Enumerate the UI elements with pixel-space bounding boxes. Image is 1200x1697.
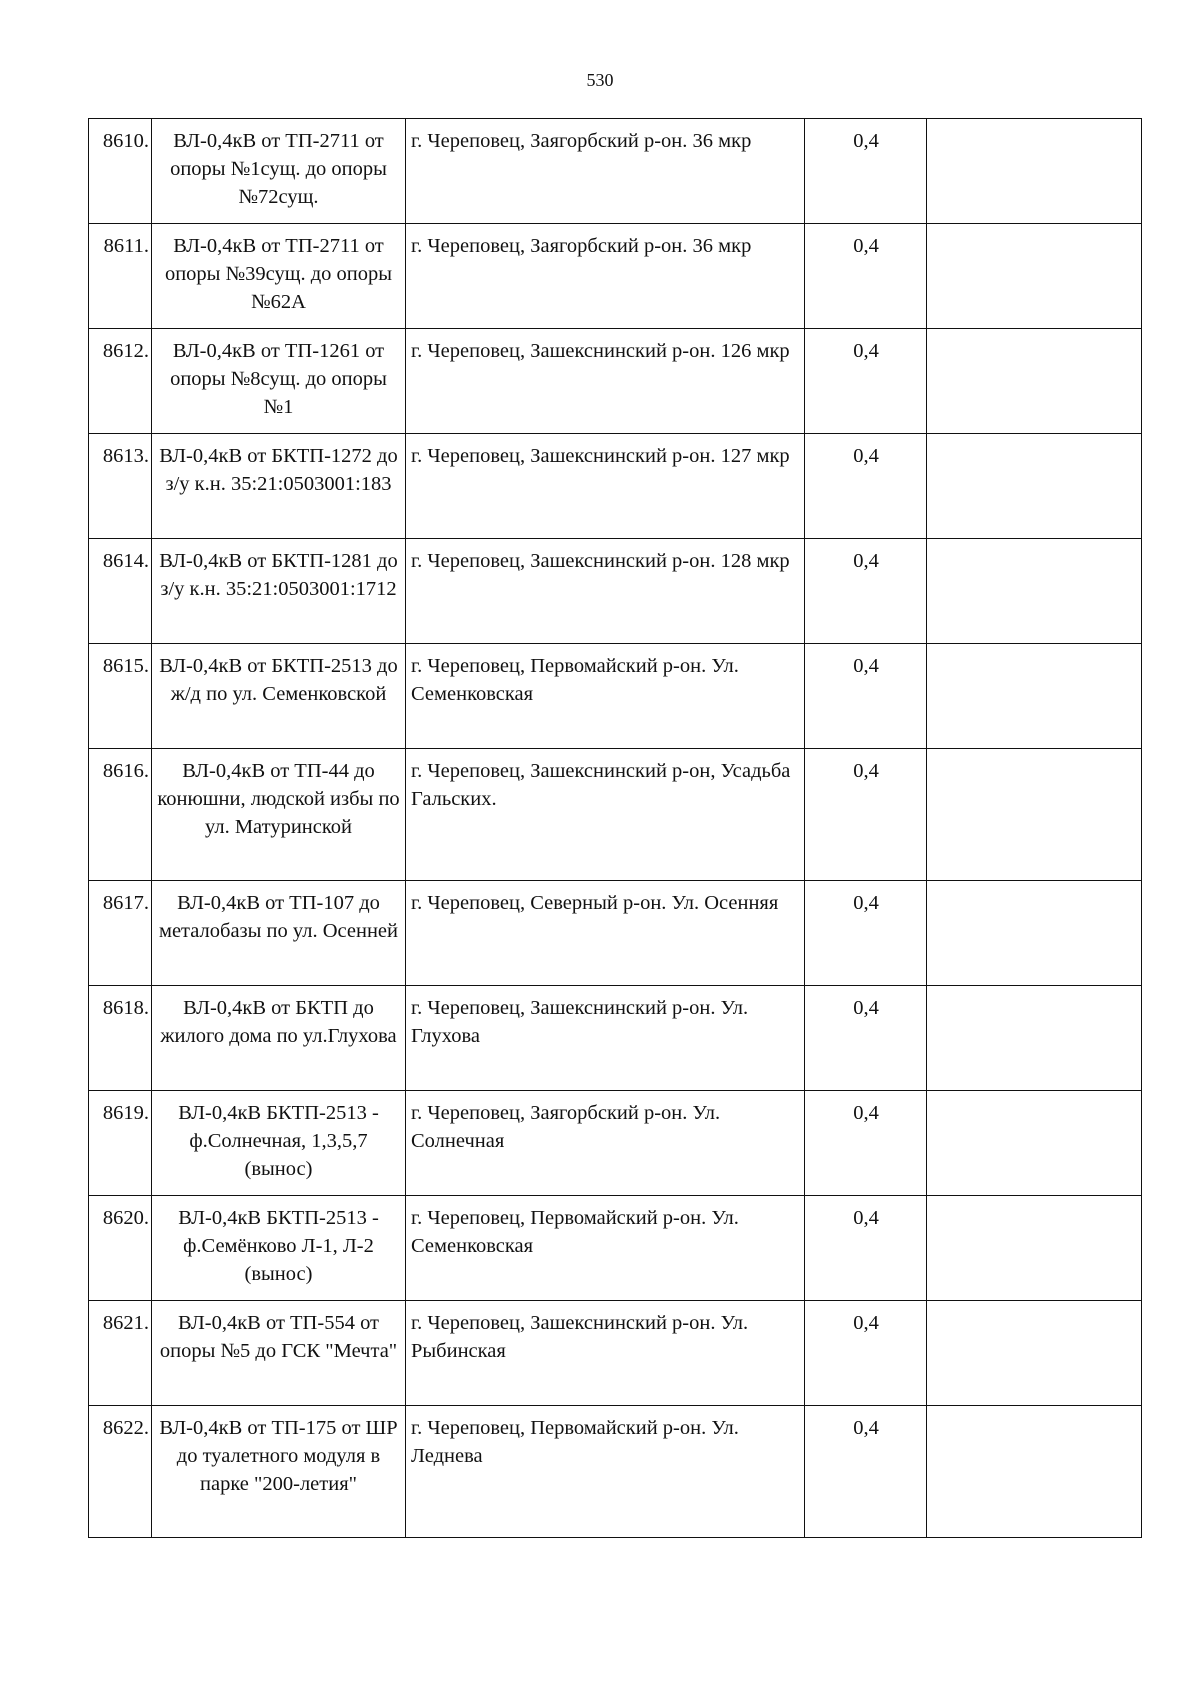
extra-cell (927, 749, 1142, 881)
row-number-cell: 8619. (89, 1091, 152, 1196)
line-name-cell: ВЛ-0,4кВ от БКТП-1281 до з/у к.н. 35:21:0503001:1712 (152, 539, 406, 644)
table-row (89, 644, 1142, 749)
extra-cell (927, 119, 1142, 224)
page-number: 530 (586, 70, 614, 90)
address-cell: г. Череповец, Зашекснинский р-он. 126 мкр (406, 329, 805, 434)
line-name-cell: ВЛ-0,4кВ БКТП-2513 - ф.Солнечная, 1,3,5,7 (вынос) (152, 1091, 406, 1196)
voltage-cell: 0,4 (805, 329, 927, 434)
voltage-cell: 0,4 (805, 119, 927, 224)
address-cell: г. Череповец, Заягорбский р-он. 36 мкр (406, 119, 805, 224)
line-name-cell: ВЛ-0,4кВ от БКТП-2513 до ж/д по ул. Семенковской (152, 644, 406, 749)
line-name-cell: ВЛ-0,4кВ от ТП-2711 от опоры №39сущ. до опоры №62А (152, 224, 406, 329)
voltage-cell: 0,4 (805, 644, 927, 749)
extra-cell (927, 329, 1142, 434)
table-row (89, 1091, 1142, 1196)
objects-table-body (89, 119, 1142, 1538)
address-cell: г. Череповец, Зашекснинский р-он, Усадьба Гальских. (406, 749, 805, 881)
extra-cell (927, 1196, 1142, 1301)
address-cell: г. Череповец, Зашекснинский р-он. Ул. Рыбинская (406, 1301, 805, 1406)
table-row (89, 1301, 1142, 1406)
voltage-cell: 0,4 (805, 749, 927, 881)
table-row (89, 1196, 1142, 1301)
extra-cell (927, 1301, 1142, 1406)
extra-cell (927, 986, 1142, 1091)
voltage-cell: 0,4 (805, 224, 927, 329)
address-cell: г. Череповец, Первомайский р-он. Ул. Семенковская (406, 1196, 805, 1301)
voltage-cell: 0,4 (805, 1301, 927, 1406)
row-number-cell: 8611. (89, 224, 152, 329)
voltage-cell: 0,4 (805, 881, 927, 986)
line-name-cell: ВЛ-0,4кВ от БКТП-1272 до з/у к.н. 35:21:0503001:183 (152, 434, 406, 539)
table-row (89, 986, 1142, 1091)
extra-cell (927, 434, 1142, 539)
row-number-cell: 8620. (89, 1196, 152, 1301)
extra-cell (927, 881, 1142, 986)
table-row (89, 881, 1142, 986)
extra-cell (927, 539, 1142, 644)
voltage-cell: 0,4 (805, 1196, 927, 1301)
row-number-cell: 8617. (89, 881, 152, 986)
line-name-cell: ВЛ-0,4кВ от ТП-1261 от опоры №8сущ. до опоры №1 (152, 329, 406, 434)
voltage-cell: 0,4 (805, 1406, 927, 1538)
table-row (89, 749, 1142, 881)
line-name-cell: ВЛ-0,4кВ от ТП-175 от ШР до туалетного модуля в парке "200-летия" (152, 1406, 406, 1538)
address-cell: г. Череповец, Первомайский р-он. Ул. Семенковская (406, 644, 805, 749)
address-cell: г. Череповец, Первомайский р-он. Ул. Леднева (406, 1406, 805, 1538)
address-cell: г. Череповец, Заягорбский р-он. 36 мкр (406, 224, 805, 329)
row-number-cell: 8612. (89, 329, 152, 434)
table-row (89, 224, 1142, 329)
voltage-cell: 0,4 (805, 539, 927, 644)
address-cell: г. Череповец, Зашекснинский р-он. 128 мкр (406, 539, 805, 644)
row-number-cell: 8614. (89, 539, 152, 644)
row-number-cell: 8610. (89, 119, 152, 224)
address-cell: г. Череповец, Зашекснинский р-он. Ул. Глухова (406, 986, 805, 1091)
table-row (89, 1406, 1142, 1538)
voltage-cell: 0,4 (805, 986, 927, 1091)
line-name-cell: ВЛ-0,4кВ от ТП-2711 от опоры №1сущ. до опоры №72сущ. (152, 119, 406, 224)
objects-table (88, 118, 1142, 1538)
extra-cell (927, 224, 1142, 329)
row-number-cell: 8616. (89, 749, 152, 881)
row-number-cell: 8615. (89, 644, 152, 749)
line-name-cell: ВЛ-0,4кВ от ТП-554 от опоры №5 до ГСК "Мечта" (152, 1301, 406, 1406)
address-cell: г. Череповец, Заягорбский р-он. Ул. Солнечная (406, 1091, 805, 1196)
row-number-cell: 8621. (89, 1301, 152, 1406)
line-name-cell: ВЛ-0,4кВ от ТП-44 до конюшни, людской избы по ул. Матуринской (152, 749, 406, 881)
extra-cell (927, 1406, 1142, 1538)
row-number-cell: 8618. (89, 986, 152, 1091)
row-number-cell: 8613. (89, 434, 152, 539)
extra-cell (927, 1091, 1142, 1196)
line-name-cell: ВЛ-0,4кВ от БКТП до жилого дома по ул.Глухова (152, 986, 406, 1091)
address-cell: г. Череповец, Северный р-он. Ул. Осенняя (406, 881, 805, 986)
table-row (89, 434, 1142, 539)
table-row (89, 119, 1142, 224)
table-row (89, 329, 1142, 434)
extra-cell (927, 644, 1142, 749)
row-number-cell: 8622. (89, 1406, 152, 1538)
voltage-cell: 0,4 (805, 1091, 927, 1196)
address-cell: г. Череповец, Зашекснинский р-он. 127 мкр (406, 434, 805, 539)
line-name-cell: ВЛ-0,4кВ БКТП-2513 - ф.Семёнково Л-1, Л-2 (вынос) (152, 1196, 406, 1301)
line-name-cell: ВЛ-0,4кВ от ТП-107 до металобазы по ул. Осенней (152, 881, 406, 986)
table-row (89, 539, 1142, 644)
voltage-cell: 0,4 (805, 434, 927, 539)
